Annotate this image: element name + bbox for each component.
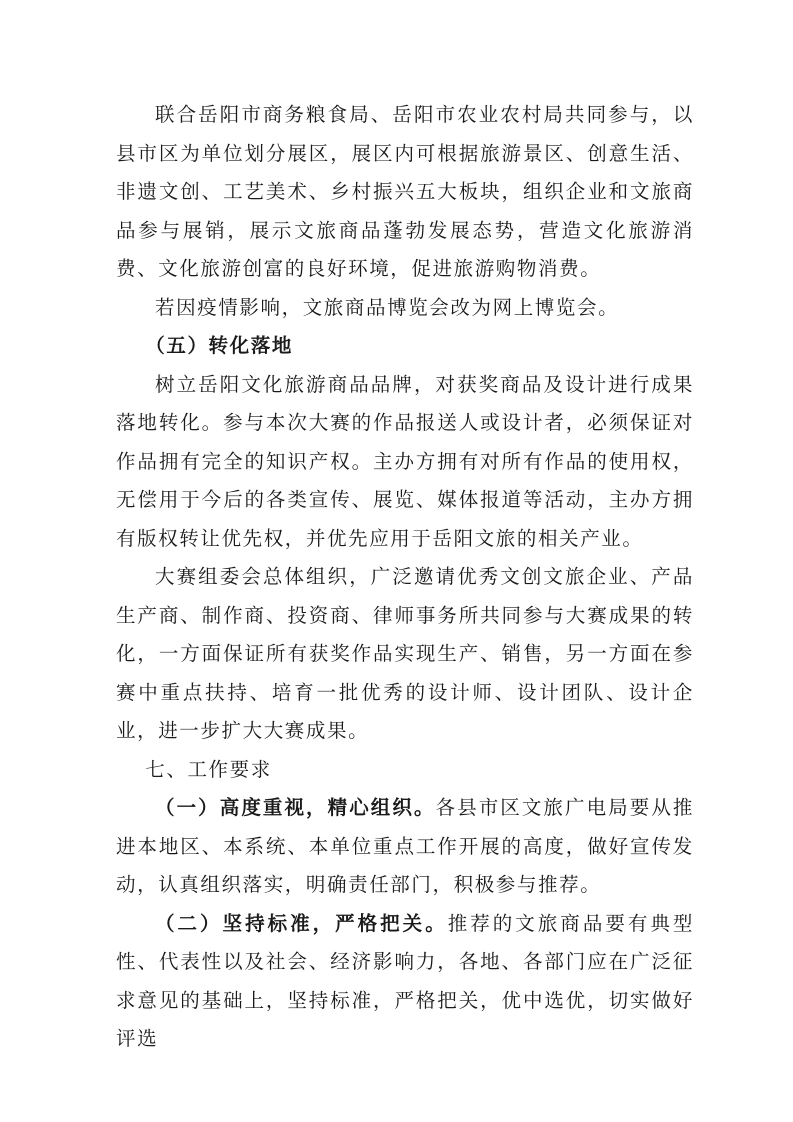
paragraph-brand-transformation: 树立岳阳文化旅游商品品牌，对获奖商品及设计进行成果落地转化。参与本次大赛的作品报送人或设计者，必须保证对作品拥有完全的知识产权。主办方拥有对所有作品的使用权，无偿用于今后的各类宣传、展览、媒体报道等活动，主办方拥有版权转让优先权，并优先应用于岳阳文旅的相关产业。 — [116, 372, 694, 550]
paragraph-online-expo: 若因疫情影响，文旅商品博览会改为网上博览会。 — [155, 295, 620, 319]
requirement-2-text: 推荐的文旅商品要有典型性、代表性以及社会、经济影响力，各地、各部门应在广泛征求意见的基础上，坚持标准，严格把关，优中选优，切实做好评选 — [116, 911, 694, 1050]
section-work-requirements: 七、工作要求 — [145, 757, 272, 781]
paragraph-committee-organization: 大赛组委会总体组织，广泛邀请优秀文创文旅企业、产品生产商、制作商、投资商、律师事务所共同参与大赛成果的转化，一方面保证所有获奖作品实现生产、销售，另一方面在参赛中重点扶持、培育一批优秀的设计师、设计团队、设计企业，进一步扩大大赛成果。 — [116, 565, 694, 742]
requirement-2-lead: （二）坚持标准，严格把关。 — [155, 911, 448, 935]
requirement-1-lead: （一）高度重视，精心组织。 — [155, 796, 436, 819]
heading-transformation: （五）转化落地 — [145, 334, 293, 357]
document-page — [116, 96, 694, 1059]
paragraph-requirement-2 — [116, 905, 694, 1059]
requirement-1-text: 各县市区文旅广电局要从推进本地区、本系统、本单位重点工作开展的高度，做好宣传发动，认真组织落实，明确责任部门，积极参与推荐。 — [116, 796, 694, 896]
paragraph-expo-exhibition: 联合岳阳市商务粮食局、岳阳市农业农村局共同参与，以县市区为单位划分展区，展区内可根据旅游景区、创意生活、非遗文创、工艺美术、乡村振兴五大板块，组织企业和文旅商品参与展销，展示文旅商品蓬勃发展态势，营造文化旅游消费、文化旅游创富的良好环境，促进旅游购物消费。 — [116, 103, 694, 280]
paragraph-requirement-1 — [116, 789, 694, 905]
